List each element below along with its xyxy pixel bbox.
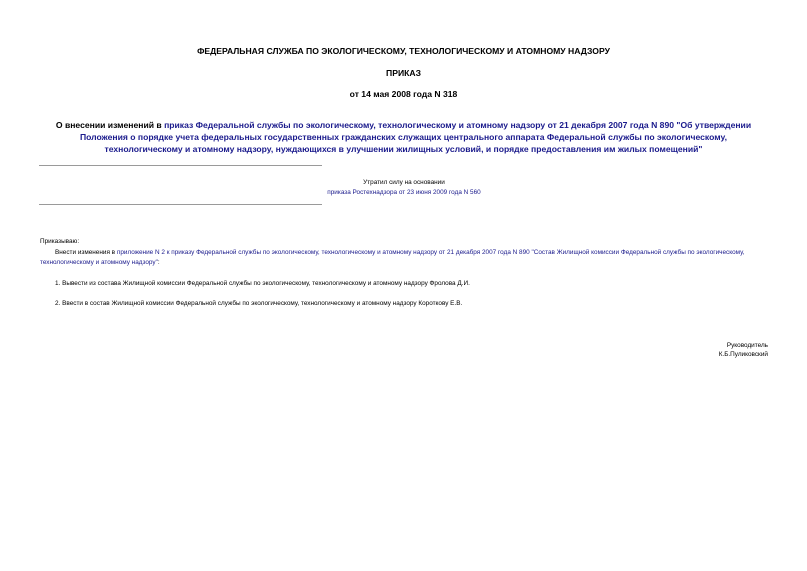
signatory-name: К.Б.Пуликовский	[718, 351, 768, 358]
document-type: ПРИКАЗ	[386, 68, 421, 78]
document-title	[40, 119, 767, 155]
title-amended-order-link[interactable]: приказ Федеральной службы по экологическому, технологическому и атомному надзору от 21 декабря 2007 года N 890 "Об утверждении Положения о порядке учета федеральных государственных гражданских служащих центрального аппарата Федеральной службы по экологическому, технологическому и атомному надзору, нуждающихся в улучшении жилищных условий, и порядке предоставления им жилых помещений"	[79, 120, 752, 154]
annulment-rule-top	[39, 165, 322, 166]
order-item-1: 1. Вывести из состава Жилищной комиссии Федеральной службы по экологическому, технологическому и атомному надзору Фролова Д.И.	[55, 280, 470, 287]
title-prefix: О внесении изменений в	[55, 120, 165, 130]
annulment-order-link[interactable]: приказа Ростехнадзора от 23 июня 2009 года N 560	[327, 189, 481, 196]
intro-prefix: Внести изменения в	[55, 249, 117, 256]
order-intro-paragraph	[40, 248, 770, 268]
intro-appendix-link[interactable]: приложение N 2 к приказу Федеральной службы по экологическому, технологическому и атомному надзору от 21 декабря 2007 года N 890 "Состав Жилищной комиссии Федеральной службы по экологическому, технологическому и атомному надзору"	[40, 249, 745, 266]
intro-suffix: :	[157, 259, 160, 266]
order-item-2: 2. Ввести в состав Жилищной комиссии Федеральной службы по экологическому, технологическому и атомному надзору Короткову Е.В.	[55, 300, 463, 307]
order-word: Приказываю:	[40, 238, 80, 245]
signatory-role: Руководитель	[726, 342, 768, 349]
annulment-rule-bottom	[39, 204, 322, 205]
agency-name: ФЕДЕРАЛЬНАЯ СЛУЖБА ПО ЭКОЛОГИЧЕСКОМУ, ТЕХНОЛОГИЧЕСКОМУ И АТОМНОМУ НАДЗОРУ	[197, 46, 610, 56]
document-date: от 14 мая 2008 года N 318	[349, 89, 458, 99]
annulment-label: Утратил силу на основании	[363, 179, 445, 186]
